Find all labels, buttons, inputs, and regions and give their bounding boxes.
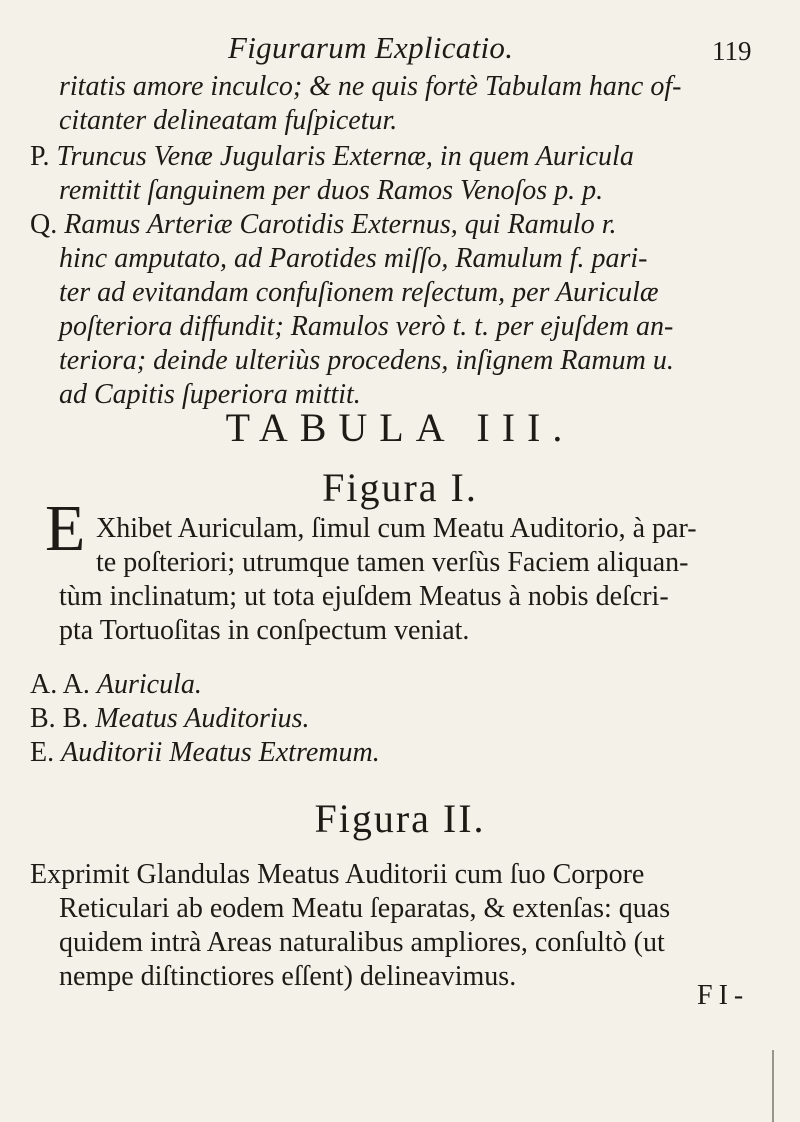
legend-label: Auricula. (96, 669, 202, 700)
item-key: P. (30, 141, 50, 172)
item-text: hinc amputato, ad Parotides miſſo, Ramulum f. pari- (59, 243, 648, 274)
catchword: FI- (697, 980, 750, 1011)
figure-2-line-4: nempe diſtinctiores eſſent) delineavimus. (59, 961, 517, 992)
legend-label: Meatus Auditorius. (95, 703, 310, 734)
figure-1-line-4: pta Tortuoſitas in conſpectum veniat. (59, 615, 470, 646)
legend-item (30, 736, 380, 770)
running-title: Figurarum Explicatio. (228, 30, 514, 65)
item-text: poſteriora diffundit; Ramulos verò t. t. per ejuſdem an- (59, 311, 674, 342)
item-text: ad Capitis ſuperiora mittit. (59, 379, 361, 410)
item-text: remittit ſanguinem per duos Ramos Venoſos p. p. (59, 175, 604, 206)
figure-2-line-3: quidem intrà Areas naturalibus ampliores, conſultò (ut (59, 927, 665, 958)
page-header (0, 24, 800, 64)
item-text: Truncus Venæ Jugularis Externæ, in quem Auricula (56, 141, 634, 172)
figure-1-line-2: te poſteriori; utrumque tamen verſùs Faciem aliquan- (96, 547, 689, 578)
legend-item (30, 702, 310, 736)
figure-1-title: Figura I. (322, 465, 478, 510)
figure-1-line-1: Xhibet Auriculam, ſimul cum Meatu Auditorio, à par- (96, 513, 697, 544)
page-edge-mark (772, 1050, 774, 1122)
legend-item (30, 668, 202, 702)
figure-1-line-3: tùm inclinatum; ut tota ejuſdem Meatus à nobis deſcri- (59, 581, 669, 612)
drop-cap: E (45, 492, 86, 565)
legend-label: Auditorii Meatus Extremum. (61, 737, 380, 768)
item-text: ter ad evitandam confuſionem reſectum, per Auriculæ (59, 277, 659, 308)
item-text: Ramus Arteriæ Carotidis Externus, qui Ramulo r. (64, 209, 617, 240)
legend-key: E. (30, 737, 55, 768)
figure-2-line-2: Reticulari ab eodem Meatu ſeparatas, & extenſas: quas (59, 893, 671, 924)
legend-key: B. B. (30, 703, 89, 734)
section-title: TABULA III. (225, 405, 575, 450)
figure-2-line-1: Exprimit Glandulas Meatus Auditorii cum ſuo Corpore (30, 859, 645, 890)
page-number: 119 (712, 36, 752, 66)
item-text: teriora; deinde ulteriùs procedens, inſignem Ramum u. (59, 345, 674, 376)
intro-line-2: citanter delineatam fuſpicetur. (59, 105, 398, 136)
item-key: Q. (30, 209, 58, 240)
intro-line-1: ritatis amore inculco; & ne quis fortè Tabulam hanc of- (59, 71, 682, 102)
legend-key: A. A. (30, 669, 90, 700)
figure-2-title: Figura II. (314, 796, 486, 841)
